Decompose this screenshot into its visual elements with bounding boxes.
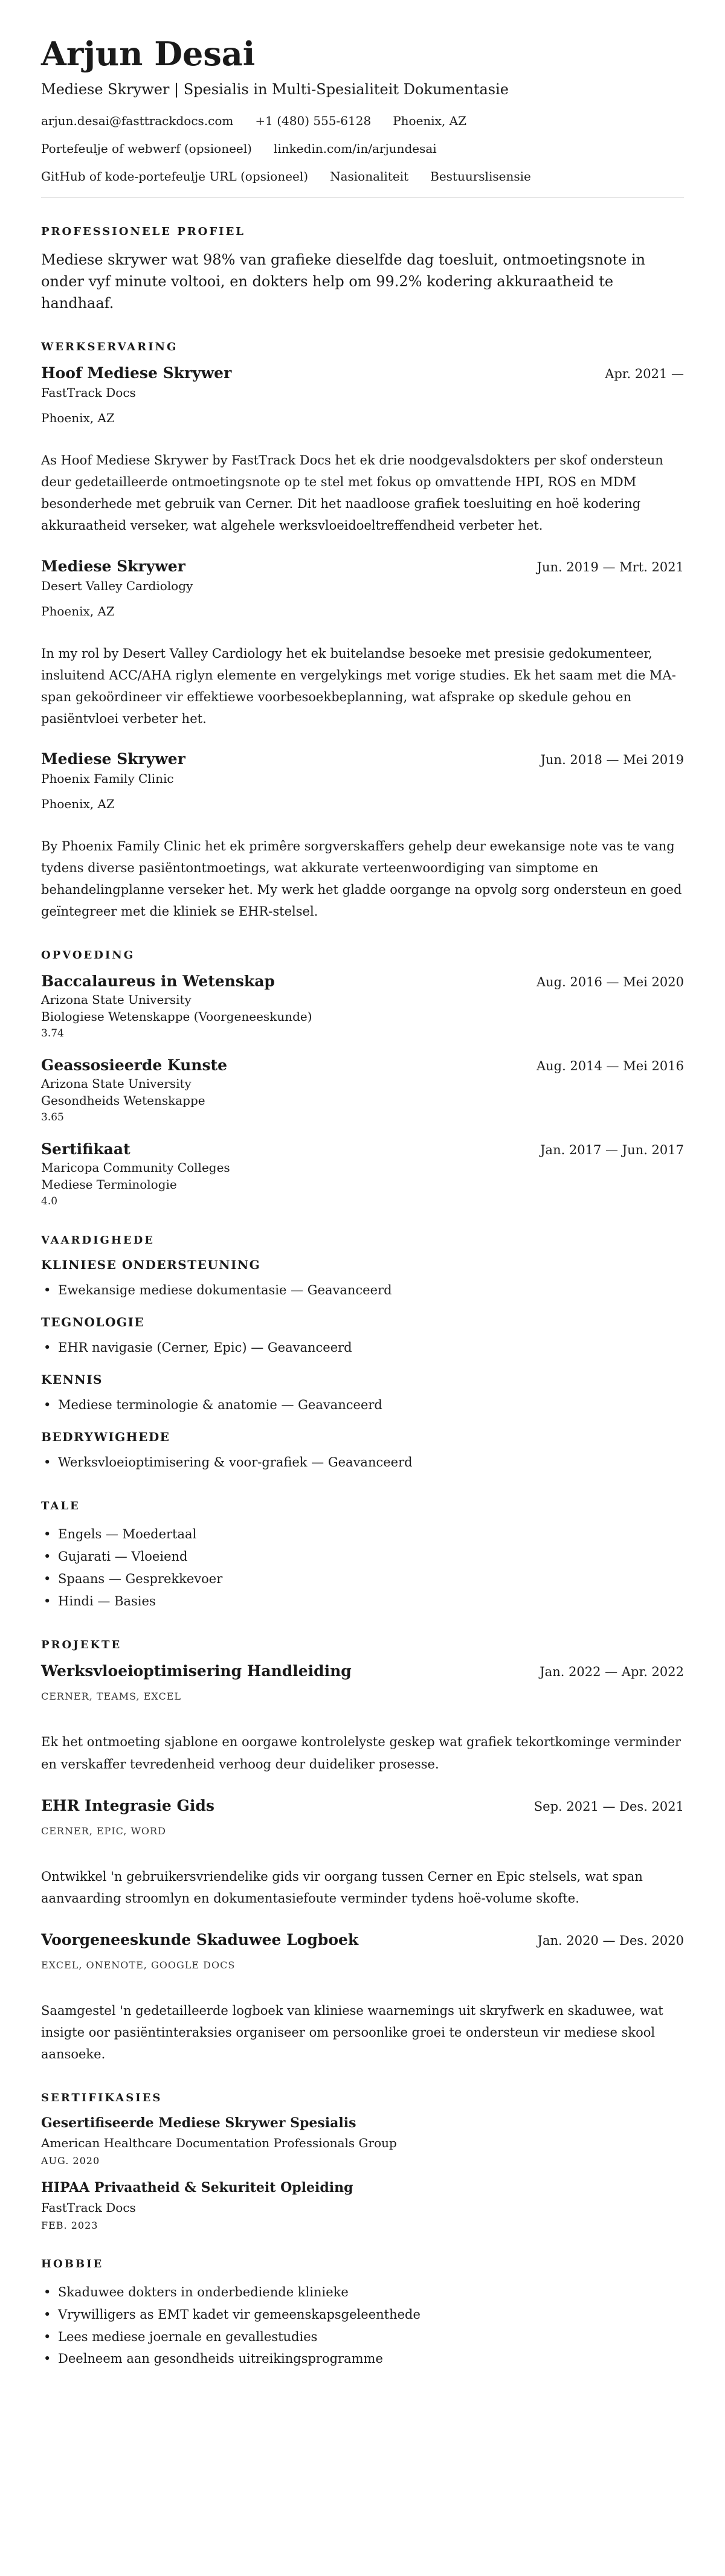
section-title: TALE [41,1500,80,1513]
job-dates: Apr. 2021 — [605,367,684,382]
certification-entry [41,2115,684,2166]
skill-group [41,1372,684,1416]
skill-group [41,1315,684,1359]
headline: Mediese Skrywer | Spesialis in Multi-Spesialiteit Dokumentasie [41,81,509,98]
education-dates: Aug. 2014 — Mei 2016 [536,1059,684,1074]
field-of-study: Gesondheids Wetenskappe [41,1093,205,1108]
resume-header [41,35,684,184]
education-dates: Aug. 2016 — Mei 2020 [536,975,684,990]
job-location: Phoenix, AZ [41,603,115,618]
education-entry [41,1140,684,1207]
company: Phoenix Family Clinic [41,771,174,786]
job-location: Phoenix, AZ [41,411,115,426]
section-title: PROFESSIONELE PROFIEL [41,225,245,239]
project-name: EHR Integrasie Gids [41,1796,214,1814]
language-item: • Spaans — Gesprekkevoer [41,1568,684,1590]
project-tech: EXCEL, ONENOTE, GOOGLE DOCS [41,1959,236,1971]
skill-category: KLINIESE ONDERSTEUNING [41,1257,261,1273]
skill-category: BEDRYWIGHEDE [41,1429,170,1444]
project-tech: CERNER, TEAMS, EXCEL [41,1691,182,1703]
gpa: 3.65 [41,1111,64,1124]
degree: Geassosieerde Kunste [41,1056,227,1074]
project-name: Voorgeneeskunde Skaduwee Logboek [41,1930,359,1948]
project-entry [41,1797,684,1909]
gpa: 3.74 [41,1027,64,1040]
project-tech: CERNER, EPIC, WORD [41,1825,166,1837]
projects-section [41,1639,684,2065]
extra-row [41,169,684,184]
section-title: PROJEKTE [41,1639,122,1652]
skill-group [41,1430,684,1474]
profile-section [41,225,684,314]
certification-name: HIPAA Privaatheid & Sekuriteit Opleiding [41,2180,353,2196]
job-title: Mediese Skrywer [41,557,185,575]
email-link[interactable]: arjun.desai@fasttrackdocs.com [41,114,234,129]
job-description: As Hoof Mediese Skrywer by FastTrack Docs het ek drie noodgevalsdokters per skof ondersteun deur gedetailleerde ontmoetingsnote op te stel met fokus op omvattende HPI, ROS en MDM besonderhede met gebruik van Cerner. Dit het naadloose grafiek toesluiting en hoë kodering akkuraatheid verseker, wat algehele werksvloeidoeltreffendheid verbeter het. [41,453,663,533]
certification-name: Gesertifiseerde Mediese Skrywer Spesialis [41,2115,356,2131]
section-title: OPVOEDING [41,949,135,962]
job-description: In my rol by Desert Valley Cardiology het ek buitelandse besoeke met presisie gedokumenteer, insluitend ACC/AHA riglyn elemente en vergelykings met vorige studies. Ek het saam met die MA-span gekoördineer vir effektiewe voorbesoekbeplanning, wat afsprake op skedule gehou en pasiëntvloei verbeter het. [41,646,676,726]
skill-group [41,1257,684,1302]
project-dates: Jan. 2022 — Apr. 2022 [540,1665,684,1680]
drivers-license: Bestuurslisensie [430,169,531,184]
candidate-name: Arjun Desai [41,34,256,73]
project-name: Werksvloeioptimisering Handleiding [41,1662,352,1680]
school: Maricopa Community Colleges [41,1160,230,1175]
job-dates: Jun. 2018 — Mei 2019 [540,752,684,767]
experience-entry [41,750,684,922]
company: FastTrack Docs [41,385,136,400]
skill-item: • EHR navigasie (Cerner, Epic) — Geavanceerd [41,1337,684,1359]
project-entry [41,1662,684,1775]
profile-summary: Mediese skrywer wat 98% van grafieke dieselfde dag toesluit, ontmoetingsnote in onder vyf minute voltooi, en dokters help om 99.2% kodering akkuraatheid te handhaaf. [41,251,646,312]
hobby-item: • Vrywilligers as EMT kadet vir gemeenskapsgeleenthede [41,2304,684,2326]
field-of-study: Biologiese Wetenskappe (Voorgeneeskunde) [41,1009,312,1024]
language-item: • Hindi — Basies [41,1590,684,1613]
location: Phoenix, AZ [393,114,467,129]
degree: Sertifikaat [41,1140,130,1158]
field-of-study: Mediese Terminologie [41,1177,177,1192]
project-dates: Jan. 2020 — Des. 2020 [537,1933,684,1948]
education-entry [41,972,684,1039]
skill-category: KENNIS [41,1372,103,1387]
linkedin-link[interactable]: linkedin.com/in/arjundesai [273,141,437,156]
hobby-item: • Lees mediese joernale en gevallestudies [41,2326,684,2348]
certification-date: FEB. 2023 [41,2220,98,2232]
hobbies-section [41,2258,684,2370]
skills-section [41,1234,684,1473]
education-entry [41,1056,684,1123]
school: Arizona State University [41,992,192,1007]
certification-issuer: FastTrack Docs [41,2200,136,2215]
skill-item: • Werksvloeioptimisering & voor-grafiek — Geavanceerd [41,1451,684,1474]
job-title: Mediese Skrywer [41,750,185,768]
certifications-section [41,2092,684,2231]
experience-section [41,341,684,922]
job-description: By Phoenix Family Clinic het ek primêre sorgverskaffers gehelp deur ewekansige note vas te vang tydens diverse pasiëntontmoetings, wat akkurate verteenwoordiging van simptome en behandelingplanne verseker het. My werk het gladde oorgange na opvolg sorg ondersteun en goed geïntegreer met die kliniek se EHR-stelsel. [41,838,682,919]
project-entry [41,1931,684,2065]
job-location: Phoenix, AZ [41,796,115,811]
nationality: Nasionaliteit [330,169,409,184]
hobby-item: • Deelneem aan gesondheids uitreikingsprogramme [41,2348,684,2370]
section-title: SERTIFIKASIES [41,2092,163,2105]
project-description: Ontwikkel 'n gebruikersvriendelike gids vir oorgang tussen Cerner en Epic stelsels, wat span aanvaarding stroomlyn en dokumentasiefoute verminder tydens hoë-volume skofte. [41,1869,643,1906]
education-dates: Jan. 2017 — Jun. 2017 [540,1143,684,1158]
phone: +1 (480) 555-6128 [255,114,372,129]
certification-entry [41,2180,684,2231]
certification-date: AUG. 2020 [41,2155,100,2167]
header-divider [41,197,684,198]
job-dates: Jun. 2019 — Mrt. 2021 [536,559,684,574]
project-description: Saamgestel 'n gedetailleerde logboek van kliniese waarnemings uit skryfwerk en skaduwee, wat insigte oor pasiëntinteraksies organiseer om persoonlike groei te ondersteun vir mediese skool aansoeke. [41,2003,663,2062]
languages-section [41,1500,684,1612]
links-row [41,141,684,156]
language-item: • Engels — Moedertaal [41,1523,684,1546]
contact-row [41,114,684,128]
section-title: VAARDIGHEDE [41,1234,155,1247]
skill-item: • Mediese terminologie & anatomie — Geavanceerd [41,1394,684,1416]
language-item: • Gujarati — Vloeiend [41,1546,684,1568]
portfolio-link[interactable]: Portefeulje of webwerf (opsioneel) [41,141,252,156]
school: Arizona State University [41,1076,192,1091]
certification-issuer: American Healthcare Documentation Professionals Group [41,2136,397,2151]
section-title: WERKSERVARING [41,341,178,354]
degree: Baccalaureus in Wetenskap [41,972,275,991]
hobby-item: • Skaduwee dokters in onderbediende klinieke [41,2281,684,2304]
project-dates: Sep. 2021 — Des. 2021 [533,1799,684,1814]
gpa: 4.0 [41,1195,58,1208]
github-link[interactable]: GitHub of kode-portefeulje URL (opsioneel) [41,169,309,184]
section-title: HOBBIE [41,2258,104,2271]
education-section [41,949,684,1207]
experience-entry [41,364,684,536]
company: Desert Valley Cardiology [41,578,193,593]
project-description: Ek het ontmoeting sjablone en oorgawe kontrolelyste geskep wat grafiek tekortkominge verminder en verskaffer tevredenheid verhoog deur duideliker prosesse. [41,1735,682,1771]
skill-category: TEGNOLOGIE [41,1315,145,1330]
job-title: Hoof Mediese Skrywer [41,364,232,382]
experience-entry [41,557,684,730]
skill-item: • Ewekansige mediese dokumentasie — Geavanceerd [41,1279,684,1302]
